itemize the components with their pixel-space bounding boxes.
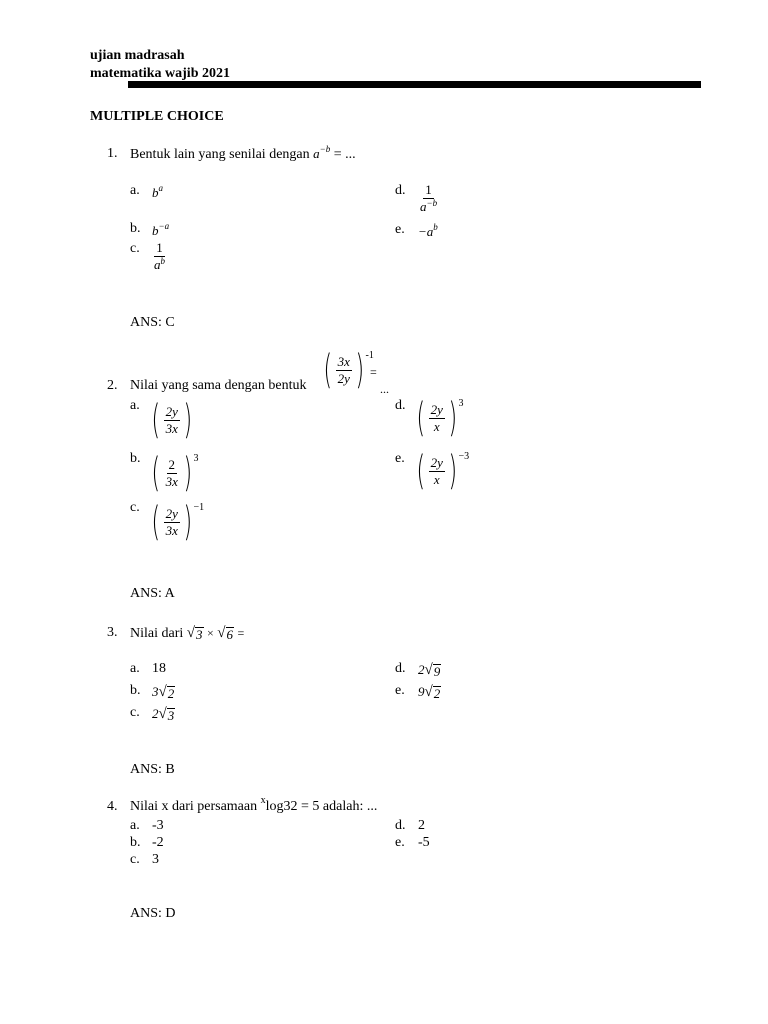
q1-option-d-den-base: a [420,199,427,214]
question-4-number: 4. [107,799,118,814]
question-2-exp: -1 [365,350,374,361]
question-3-number: 3. [107,625,118,640]
close-paren: ) [355,347,364,393]
q3-option-e-label: e. [395,683,405,698]
q4-answer: ANS: D [130,906,176,921]
header-rule [128,81,701,88]
q1-option-c-den-base: a [154,257,161,272]
q4-option-b[interactable]: -2 [152,835,164,850]
header-line-2: matematika wajib 2021 [90,66,230,81]
q1-option-d-num: 1 [425,182,432,197]
question-4-sup: x [260,795,266,806]
open-paren: ( [323,347,333,393]
question-1-stem: Bentuk lain yang senilai dengan [130,147,310,162]
question-1-text [130,146,356,163]
close-paren: ) [448,395,457,441]
sqrt-icon: √ [186,625,195,641]
question-1-number: 1. [107,146,118,161]
sqrt-icon: √ [158,684,167,700]
q2-option-d-den: x [433,418,440,434]
q3-answer: ANS: B [130,762,175,777]
question-3-times: × [207,626,214,640]
header-line-1: ujian madrasah [90,48,185,63]
q4-option-e-label: e. [395,835,405,850]
sqrt-icon: √ [158,706,167,722]
question-2-number: 2. [107,378,118,393]
question-3-rad-1: 3 [196,627,203,642]
open-paren: ( [416,448,426,494]
q1-option-e-base: −a [418,224,434,239]
q1-option-e[interactable] [418,223,438,241]
question-3-rad-2: 6 [226,627,234,642]
q3-option-d-label: d. [395,661,406,676]
question-4-text [130,795,378,815]
q2-answer: ANS: A [130,586,175,601]
close-paren: ) [183,499,192,545]
q1-option-c-den-exp: b [160,256,165,266]
question-1-base: a [313,146,320,161]
q3-option-d-coef: 2 [418,662,425,677]
q2-option-c[interactable] [148,499,205,545]
q2-option-e-label: e. [395,451,405,466]
question-1-tail: = ... [333,147,356,162]
question-3-text [130,625,244,642]
q2-option-b-label: b. [130,451,141,466]
q1-option-a-base: b [152,185,159,200]
q2-option-a[interactable] [148,397,194,443]
q2-option-e-den: x [433,471,440,487]
q4-option-a[interactable]: -3 [152,818,164,833]
q3-option-c-label: c. [130,705,140,720]
q3-option-e-coef: 9 [418,684,425,699]
q2-option-e[interactable] [413,448,470,494]
q2-option-d-label: d. [395,398,406,413]
q4-option-e[interactable]: -5 [418,835,430,850]
q2-option-c-den: 3x [165,522,178,538]
q3-option-c[interactable] [152,705,175,723]
q2-option-b-den: 3x [165,473,178,489]
q3-option-d-rad: 9 [433,664,441,679]
q1-option-d[interactable] [418,183,439,215]
q2-option-d-num: 2y [430,401,443,417]
q2-option-a-den: 3x [165,420,178,436]
q1-option-b-base: b [152,223,159,238]
q2-option-c-exp: −1 [193,502,205,513]
q3-option-a-label: a. [130,661,140,676]
q2-option-e-exp: −3 [458,451,470,462]
q1-option-a-label: a. [130,183,140,198]
question-3-stem: Nilai dari [130,626,184,641]
q4-option-b-label: b. [130,835,141,850]
q2-option-c-num: 2y [165,505,178,521]
section-title: MULTIPLE CHOICE [90,109,224,124]
question-3-tail: = [237,626,245,640]
question-4-stem: Nilai x dari persamaan [130,799,258,814]
question-2-tail: = [370,365,377,379]
q1-option-a-exp: a [158,183,163,193]
q2-option-e-num: 2y [430,454,443,470]
question-1-exp: −b [319,144,331,154]
q3-option-b[interactable] [152,683,175,701]
q2-option-d-exp: 3 [458,398,464,409]
sqrt-icon: √ [424,684,433,700]
q2-option-d[interactable] [413,395,464,441]
question-2-stem: Nilai yang sama dengan bentuk [130,378,307,393]
q2-option-b-num: 2 [168,456,175,472]
q1-option-d-label: d. [395,183,406,198]
sqrt-icon: √ [424,662,433,678]
q1-option-c-num: 1 [156,240,163,255]
question-2-num: 3x [337,353,350,369]
q2-option-b-exp: 3 [193,453,199,464]
q1-option-b-label: b. [130,221,141,236]
question-2-tail-2: ... [380,382,389,396]
q3-option-c-coef: 2 [152,706,159,721]
close-paren: ) [183,450,192,496]
q2-option-a-label: a. [130,398,140,413]
q3-option-b-coef: 3 [152,684,159,699]
q2-option-a-num: 2y [165,403,178,419]
q1-option-a[interactable] [152,184,163,202]
question-2-expression [320,347,374,393]
q1-option-c[interactable] [152,241,167,273]
sqrt-icon: √ [217,625,226,641]
q3-option-b-rad: 2 [167,686,175,701]
q4-option-c[interactable]: 3 [152,852,159,867]
open-paren: ( [151,450,161,496]
q3-option-d[interactable] [418,661,441,679]
q3-option-a[interactable]: 18 [152,661,166,676]
q1-answer: ANS: C [130,315,175,330]
q1-option-e-label: e. [395,222,405,237]
q3-option-e[interactable] [418,683,441,701]
q4-option-a-label: a. [130,818,140,833]
question-2-den: 2y [337,370,350,386]
question-4-stem-post: log32 = 5 adalah: ... [265,799,378,814]
close-paren: ) [183,397,192,443]
q4-option-c-label: c. [130,852,140,867]
q3-option-e-rad: 2 [433,686,441,701]
q4-option-d-label: d. [395,818,406,833]
q1-option-d-den-exp: −b [426,198,438,208]
q1-option-b-exp: −a [158,221,170,231]
q1-option-b[interactable] [152,222,169,240]
q4-option-d[interactable]: 2 [418,818,425,833]
open-paren: ( [416,395,426,441]
q1-option-e-exp: b [433,222,438,232]
open-paren: ( [151,499,161,545]
q3-option-b-label: b. [130,683,141,698]
q2-option-b[interactable] [148,450,199,496]
q1-option-c-label: c. [130,241,140,256]
q2-option-c-label: c. [130,500,140,515]
q3-option-c-rad: 3 [167,708,175,723]
close-paren: ) [448,448,457,494]
open-paren: ( [151,397,161,443]
